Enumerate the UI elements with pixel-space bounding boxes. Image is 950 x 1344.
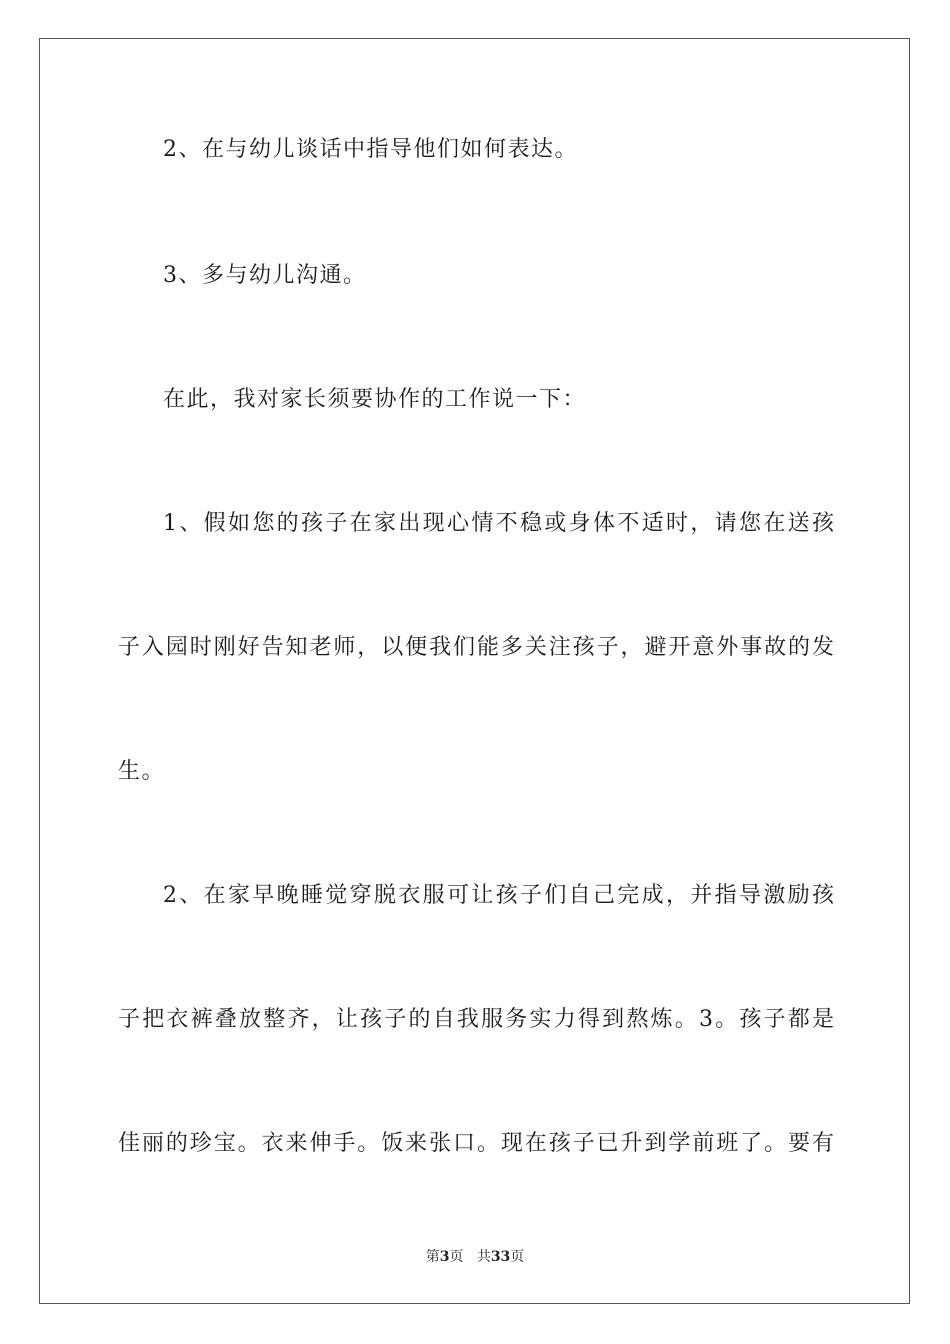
paragraph-line: 在此，我对家长须要协作的工作说一下： (163, 387, 587, 412)
paragraph-line: 2、在与幼儿谈话中指导他们如何表达。 (163, 137, 578, 162)
paragraph-line: 生。 (118, 759, 166, 784)
footer-page-number: 3 (439, 1249, 450, 1265)
paragraph-line: 2、在家早晚睡觉穿脱衣服可让孩子们自己完成，并指导激励孩 (163, 883, 834, 908)
footer-total-prefix: 共 (476, 1249, 491, 1265)
paragraph-line: 子把衣裤叠放整齐，让孩子的自我服务实力得到熬炼。3。孩子都是 (118, 1007, 834, 1032)
footer-page-suffix: 页 (449, 1249, 464, 1265)
footer-prefix: 第 (425, 1249, 440, 1265)
page-border (39, 38, 910, 1304)
paragraph-line: 佳丽的珍宝。衣来伸手。饭来张口。现在孩子已升到学前班了。要有 (118, 1131, 834, 1156)
paragraph-line: 子入园时刚好告知老师，以便我们能多关注孩子，避开意外事故的发 (118, 635, 834, 660)
paragraph-line: 3、多与幼儿沟通。 (163, 263, 367, 288)
page-footer (0, 1248, 950, 1266)
footer-total-suffix: 页 (510, 1249, 525, 1265)
footer-total-pages: 33 (490, 1249, 511, 1265)
paragraph-line: 1、假如您的孩子在家出现心情不稳或身体不适时，请您在送孩 (163, 511, 834, 536)
